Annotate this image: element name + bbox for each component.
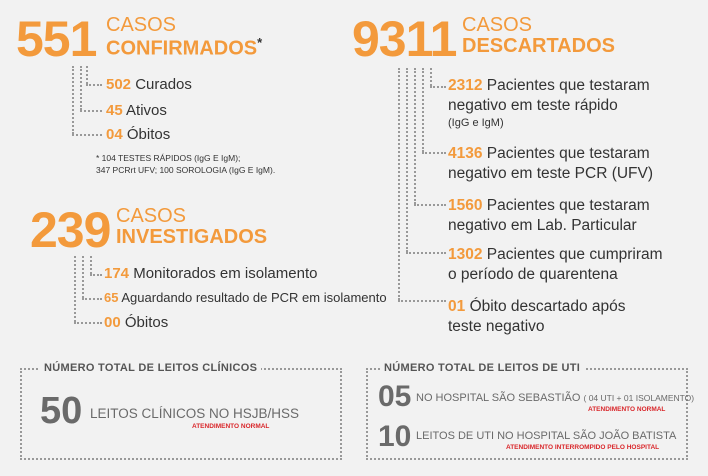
descartados-item: 4136 Pacientes que testaram negativo em teste PCR (UFV) bbox=[448, 145, 654, 183]
investigados-item: 174 Monitorados em isolamento bbox=[104, 265, 318, 282]
tree-line bbox=[90, 274, 102, 276]
tree-line bbox=[72, 66, 74, 134]
tree-line bbox=[430, 68, 432, 86]
investigados-heading bbox=[116, 206, 267, 248]
confirmados-item: 45 Ativos bbox=[106, 102, 167, 119]
investigados-number: 239 bbox=[30, 202, 111, 258]
investigados-item: 00 Óbitos bbox=[104, 314, 169, 331]
descartados-heading bbox=[462, 15, 615, 57]
tree-line bbox=[406, 68, 408, 252]
confirmados-item: 04 Óbitos bbox=[106, 126, 171, 143]
leitos-clinicos-status: ATENDIMENTO NORMAL bbox=[192, 423, 270, 430]
investigados-heading-line1: CASOS bbox=[116, 205, 187, 227]
tree-line bbox=[80, 66, 82, 110]
tree-line bbox=[398, 300, 446, 302]
tree-line bbox=[82, 256, 84, 298]
uti-row-number: 05 bbox=[378, 380, 412, 413]
tree-line bbox=[74, 256, 76, 322]
tree-line bbox=[422, 152, 446, 154]
tree-line bbox=[414, 68, 416, 204]
tree-line bbox=[82, 298, 102, 300]
leitos-clinicos-title: NÚMERO TOTAL DE LEITOS CLÍNICOS bbox=[40, 362, 261, 374]
tree-line bbox=[422, 68, 424, 152]
tree-line bbox=[90, 256, 92, 274]
descartados-item: 01 Óbito descartado após teste negativo bbox=[448, 298, 626, 336]
investigados-item: 65 Aguardando resultado de PCR em isolamento bbox=[104, 290, 387, 305]
uti-row-label: NO HOSPITAL SÃO SEBASTIÃO ( 04 UTI + 01 ISOLAMENTO) bbox=[416, 392, 695, 404]
descartados-item: 2312 Pacientes que testaram negativo em teste rápido (IgG e IgM) bbox=[448, 77, 650, 130]
leitos-clinicos-label: LEITOS CLÍNICOS NO HSJB/HSS bbox=[90, 406, 300, 421]
tree-line bbox=[80, 110, 102, 112]
tree-line bbox=[72, 134, 102, 136]
tree-line bbox=[86, 66, 88, 84]
descartados-item: 1302 Pacientes que cumpriram o período de quarentena bbox=[448, 246, 663, 284]
confirmados-heading bbox=[106, 15, 262, 60]
confirmados-number: 551 bbox=[16, 11, 97, 67]
tree-line bbox=[406, 252, 446, 254]
leitos-clinicos-number: 50 bbox=[40, 390, 83, 432]
confirmados-item: 502 Curados bbox=[106, 76, 192, 93]
confirmados-heading-line2: CONFIRMADOS* bbox=[106, 35, 263, 60]
confirmados-heading-line1: CASOS bbox=[106, 14, 177, 36]
uti-row-status: ATENDIMENTO INTERROMPIDO PELO HOSPITAL bbox=[506, 444, 660, 451]
investigados-heading-line2: INVESTIGADOS bbox=[116, 226, 268, 248]
confirmados-note: * 104 TESTES RÁPIDOS (IgG E IgM); 347 PCRrt UFV; 100 SOROLOGIA (IgG E IgM). bbox=[96, 153, 276, 176]
uti-row-number: 10 bbox=[378, 420, 412, 453]
leitos-uti-title: NÚMERO TOTAL DE LEITOS DE UTI bbox=[380, 362, 584, 374]
tree-line bbox=[430, 86, 446, 88]
descartados-heading-line2: DESCARTADOS bbox=[462, 35, 615, 57]
uti-row-status: ATENDIMENTO NORMAL bbox=[588, 406, 666, 413]
tree-line bbox=[414, 204, 446, 206]
descartados-item: 1560 Pacientes que testaram negativo em Lab. Particular bbox=[448, 197, 650, 235]
confirmados-asterisk: * bbox=[257, 35, 263, 50]
tree-line bbox=[398, 68, 400, 300]
descartados-number: 9311 bbox=[352, 11, 457, 67]
tree-line bbox=[86, 84, 102, 86]
tree-line bbox=[74, 322, 102, 324]
descartados-heading-line1: CASOS bbox=[462, 14, 533, 36]
uti-row-label: LEITOS DE UTI NO HOSPITAL SÃO JOÃO BATISTA bbox=[416, 430, 677, 442]
